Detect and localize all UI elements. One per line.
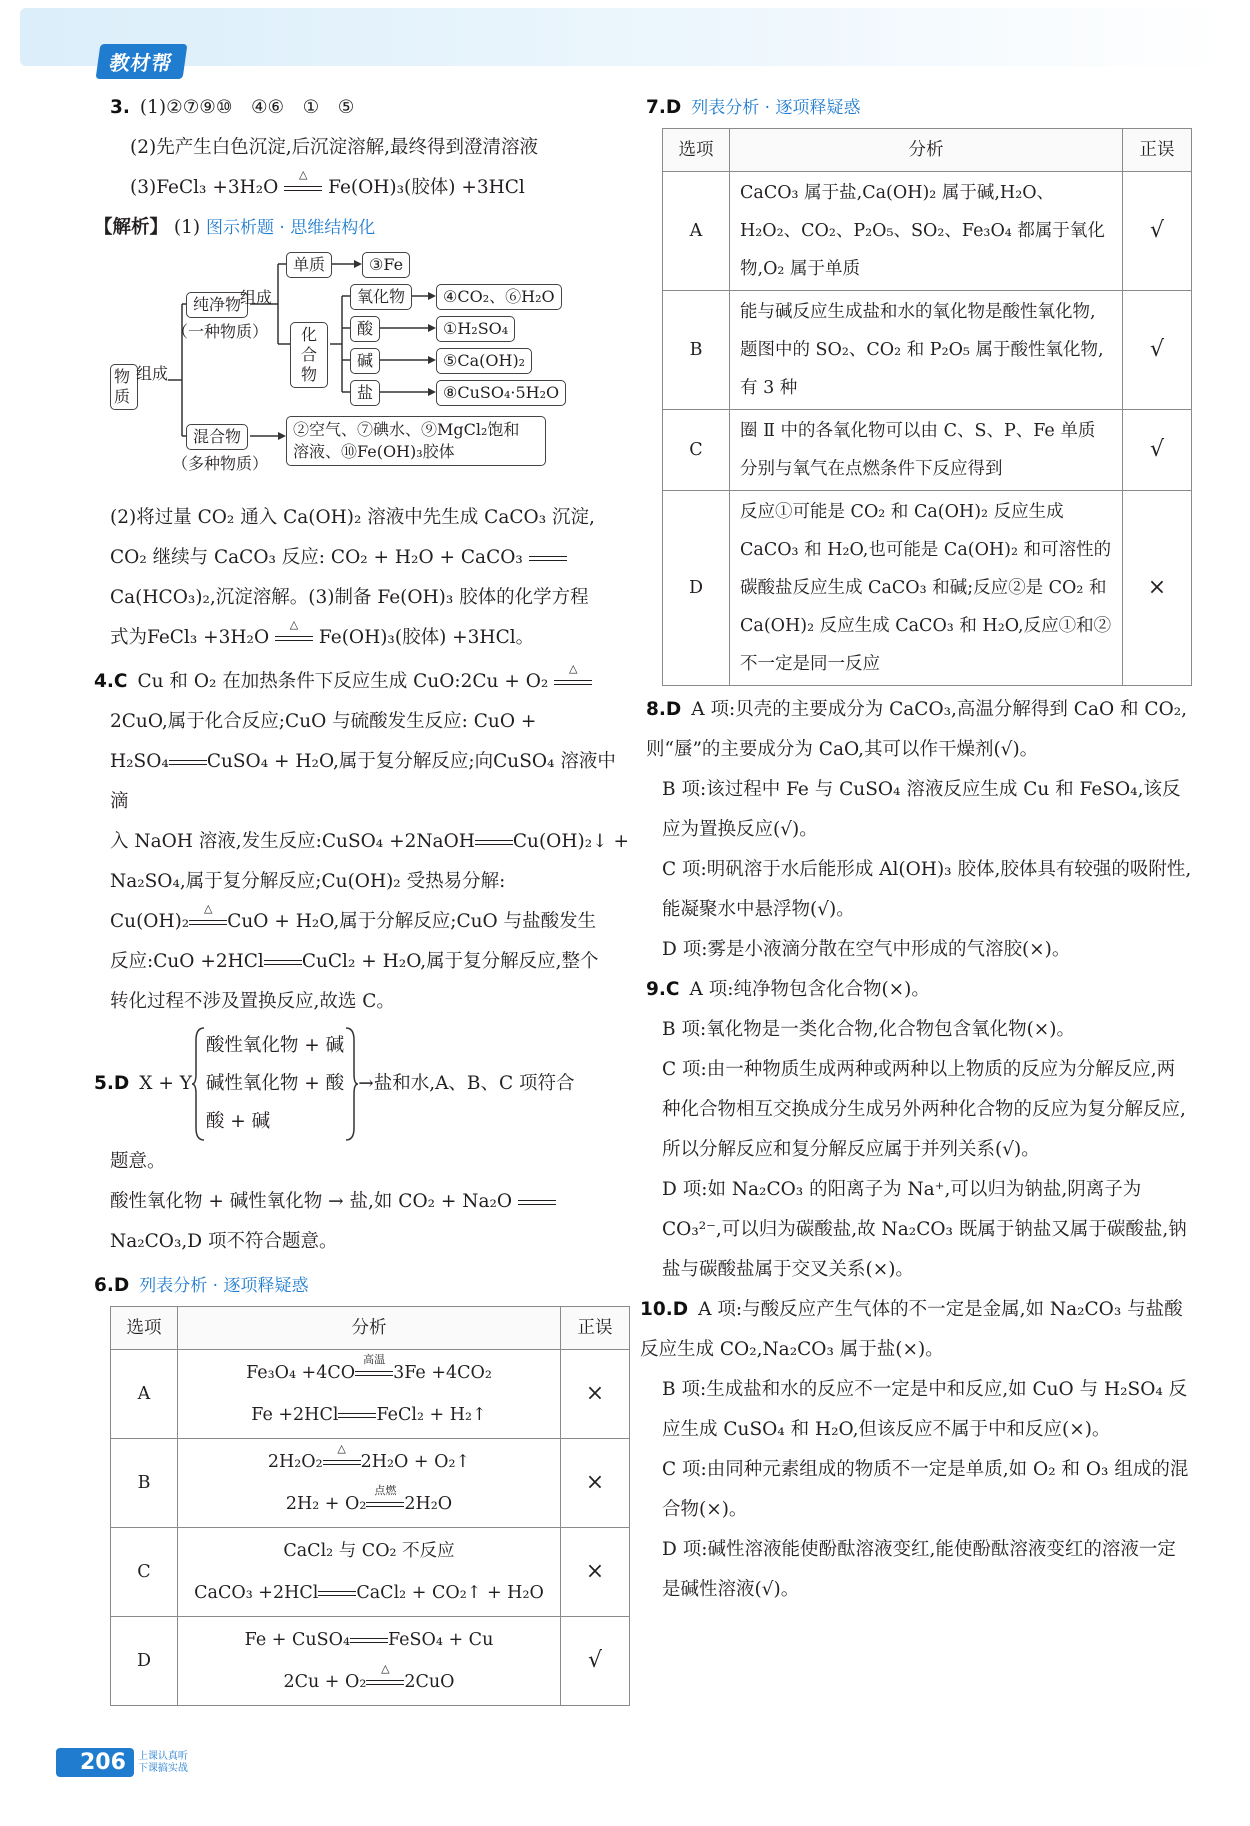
question-5: 5.D X + Y 酸性氧化物 + 碱 碱性氧化物 + 酸 酸 + 碱 →盐和水,A、B、C 项符合 题意。 酸性氧化物 + 碱性氧化物 → 盐,如 CO₂ + Na₂O Na₂CO₃,D 项不符合题意。 bbox=[110, 1026, 630, 1262]
right-brace bbox=[344, 1026, 358, 1142]
right-column bbox=[640, 88, 1192, 1610]
q7-table bbox=[662, 128, 1192, 686]
table-row: D Fe + CuSO₄ FeSO₄ + Cu 2Cu + O₂ △ 2CuO √ bbox=[111, 1617, 630, 1706]
q6-table bbox=[110, 1306, 630, 1706]
question-9: 9.C A 项:纯净物包含化合物(×)。 B 项:氧化物是一类化合物,化合物包含氧化物(×)。 C 项:由一种物质生成两种或两种以上物质的反应为分解反应,两种化合物相互交换成分生成另外两种化合物的反应为复分解反应,所以分解反应和复分解反应属于并列关系(√)。 D 项:如 Na₂CO₃ 的阳离子为 Na⁺,可以归为钠盐,阴离子为 CO₃²⁻,可以归为碳酸盐,故 Na₂CO₃ 既属于钠盐又属于碳酸盐,钠盐与碳酸盐属于交叉关系(×)。 bbox=[646, 979, 1187, 1280]
left-brace bbox=[192, 1026, 206, 1142]
question-3: 3. (1)②⑦⑨⑩ ④⑥ ① ⑤ (2)先产生白色沉淀,后沉淀溶解,最终得到澄清溶液 (3)FeCl₃ +3H₂O △ Fe(OH)₃(胶体) +3HCl 【解析】 (1) 图示析题 · 思维结构化 物质 组成 纯净物 （一种物质） 组成 单质 化合物 氧化物 酸 碱 盐 ③Fe ④CO₂、⑥H₂O ①H₂SO₄ ⑤Ca(OH)₂ ⑧CuSO₄·5H₂O 混合物 （多种物质） ②空气、⑦碘水、⑨MgCl₂饱和 溶液、⑩Fe(OH)₃胶体 (2)将过量 CO₂ 通入 Ca(OH)₂ 溶液中先生成 CaCO₃ 沉淀, CO₂ 继续与 CaCO₃ 反应: CO₂ + H₂O + CaCO₃ Ca(HCO₃)₂,沉淀溶解。(3)制备 Fe(OH)₃ 胶体的化学方程 式为FeCl₃ +3H₂O △ Fe(OH)₃(胶体) +3HCl。 bbox=[110, 88, 630, 658]
classification-mind-map: 物质 组成 纯净物 （一种物质） 组成 单质 化合物 氧化物 酸 碱 盐 ③Fe ④CO₂、⑥H₂O ①H₂SO₄ ⑤Ca(OH)₂ ⑧CuSO₄·5H₂O 混合物 （多种物质） ②空气、⑦碘水、⑨MgCl₂饱和 溶液、⑩Fe(OH)₃胶体 bbox=[110, 252, 630, 492]
left-column bbox=[94, 88, 630, 1706]
question-8: 8.D A 项:贝壳的主要成分为 CaCO₃,高温分解得到 CaO 和 CO₂,则“蜃”的主要成分为 CaO,其可以作干燥剂(√)。 B 项:该过程中 Fe 与 CuSO₄ 溶液反应生成 Cu 和 FeSO₄,该反应为置换反应(√)。 C 项:明矾溶于水后能形成 Al(OH)₃ 胶体,胶体具有较强的吸附性,能凝聚水中悬浮物(√)。 D 项:雾是小液滴分散在空气中形成的气溶胶(×)。 bbox=[646, 699, 1192, 960]
table-row: D 反应①可能是 CO₂ 和 Ca(OH)₂ 反应生成 CaCO₃ 和 H₂O,也可能是 Ca(OH)₂ 和可溶性的碳酸盐反应生成 CaCO₃ 和碱;反应②是 CO₂ 和 Ca(OH)₂ 反应生成 CaCO₃ 和 H₂O,反应①和②不一定是同一反应 × bbox=[663, 491, 1192, 686]
table-header: 选项 分析 正误 bbox=[111, 1307, 630, 1350]
question-4: 4.C Cu 和 O₂ 在加热条件下反应生成 CuO:2Cu + O₂ △ 2CuO,属于化合反应;CuO 与硫酸发生反应: CuO + H₂SO₄ CuSO₄ + H₂O,属于复分解反应;向CuSO₄ 溶液中滴 入 NaOH 溶液,发生反应:CuSO₄ +2NaOH Cu(OH)₂↓ + Na₂SO₄,属于复分解反应;Cu(OH)₂ 受热易分解: Cu(OH)₂ △ CuO + H₂O,属于分解反应;CuO 与盐酸发生 反应:CuO +2HCl CuCl₂ + H₂O,属于复分解反应,整个 转化过程不涉及置换反应,故选 C。 bbox=[94, 661, 629, 1012]
page-number-badge: 206 上课认真听 下课搞实战 bbox=[56, 1748, 188, 1777]
question-10: 10.D A 项:与酸反应产生气体的不一定是金属,如 Na₂CO₃ 与盐酸反应生成 CO₂,Na₂CO₃ 属于盐(×)。 B 项:生成盐和水的反应不一定是中和反应,如 CuO 与 H₂SO₄ 反应生成 CuSO₄ 和 H₂O,但该反应不属于中和反应(×)。 C 项:由同种元素组成的物质不一定是单质,如 O₂ 和 O₃ 组成的混合物(×)。 D 项:碱性溶液能使酚酞溶液变红,能使酚酞溶液变红的溶液一定是碱性溶液(√)。 bbox=[640, 1299, 1189, 1600]
header-banner bbox=[20, 8, 1230, 66]
brand-logo: 教材帮 bbox=[96, 44, 188, 79]
table-row: A CaCO₃ 属于盐,Ca(OH)₂ 属于碱,H₂O、H₂O₂、CO₂、P₂O₅、SO₂、Fe₃O₄ 都属于氧化物,O₂ 属于单质 √ bbox=[663, 172, 1192, 291]
question-7: 7.D 列表分析 · 逐项释疑惑 选项 分析 正误 A CaCO₃ 属于盐,Ca(OH)₂ 属于碱,H₂O、H₂O₂、CO₂、P₂O₅、SO₂、Fe₃O₄ 都属于氧化物,O₂ 属于单质 √ B 能与碱反应生成盐和水的氧化物是酸性氧化物,题图中的 SO₂、CO₂ 和 P₂O₅ 属于酸性氧化物,有 3 种 √ C 圈 Ⅱ 中的各氧化物可以由 C、S、P、Fe 单质分别与氧气在点燃条件下反应得到 √ D 反应①可能是 CO₂ 和 Ca(OH)₂ 反应生成 CaCO₃ 和 H₂O,也可能是 Ca(OH)₂ 和可溶性的碳酸盐反应生成 CaCO₃ 和碱;反应②是 CO₂ 和 Ca(OH)₂ 反应生成 CaCO₃ 和 H₂O,反应①和②不一定是同一反应 × bbox=[662, 88, 1192, 686]
equals-sign: △ bbox=[284, 186, 322, 191]
table-row: A Fe₃O₄ +4CO 高温 3Fe +4CO₂ Fe +2HCl FeCl₂ + H₂↑ × bbox=[111, 1350, 630, 1439]
table-row: B 能与碱反应生成盐和水的氧化物是酸性氧化物,题图中的 SO₂、CO₂ 和 P₂O₅ 属于酸性氧化物,有 3 种 √ bbox=[663, 291, 1192, 410]
table-row: C CaCl₂ 与 CO₂ 不反应 CaCO₃ +2HCl CaCl₂ + CO₂↑ + H₂O × bbox=[111, 1528, 630, 1617]
question-6: 6.D 列表分析 · 逐项释疑惑 选项 分析 正误 A Fe₃O₄ +4CO 高温 3Fe +4CO₂ Fe +2HCl FeCl₂ + H₂↑ × B 2H₂O₂ △ 2H₂O + O₂↑ 2H₂ + O₂ 点燃 2H₂O × C CaCl₂ 与 CO₂ 不反应 CaCO₃ +2HCl CaCl₂ + CO₂↑ + H₂O × D Fe + CuSO₄ FeSO₄ + Cu 2Cu + O₂ △ 2CuO √ bbox=[110, 1266, 630, 1706]
q3-equation: (3)FeCl₃ +3H₂O △ Fe(OH)₃(胶体) +3HCl bbox=[130, 167, 525, 198]
table-row: C 圈 Ⅱ 中的各氧化物可以由 C、S、P、Fe 单质分别与氧气在点燃条件下反应得到 √ bbox=[663, 410, 1192, 491]
table-header: 选项 分析 正误 bbox=[663, 129, 1192, 172]
table-row: B 2H₂O₂ △ 2H₂O + O₂↑ 2H₂ + O₂ 点燃 2H₂O × bbox=[111, 1439, 630, 1528]
